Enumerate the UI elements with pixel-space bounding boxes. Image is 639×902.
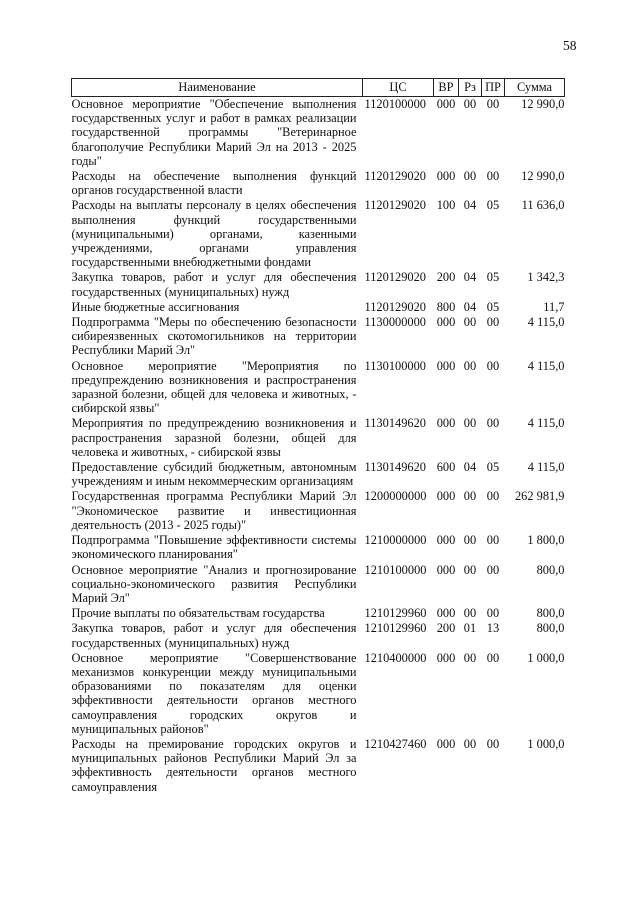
cell-cs: 1130100000 [364, 358, 426, 373]
table-row [72, 359, 565, 417]
cell-cs: 1130149620 [364, 460, 426, 475]
cell-sum: 11,7 [543, 299, 565, 314]
header-vr: ВР [434, 79, 459, 97]
cell-pr: 00 [486, 736, 500, 751]
cell-vr: 000 [436, 489, 456, 504]
header-cs: ЦС [363, 79, 434, 97]
cell-vr: 600 [436, 460, 456, 475]
cell-rz: 04 [463, 270, 477, 285]
cell-rz: 04 [463, 460, 477, 475]
cell-pr: 05 [486, 198, 500, 213]
cell-sum: 11 636,0 [521, 198, 565, 213]
cell-cs: 1200000000 [364, 489, 427, 504]
cell-sum: 800,0 [536, 621, 565, 636]
cell-rz: 00 [463, 416, 477, 431]
table-row [72, 97, 565, 170]
cell-vr: 000 [436, 533, 456, 548]
table-row [72, 563, 565, 607]
cell-sum: 12 990,0 [521, 97, 565, 111]
budget-table [71, 78, 565, 795]
cell-rz: 00 [463, 358, 477, 373]
cell-rz: 01 [463, 621, 477, 636]
cell-vr: 000 [436, 606, 456, 621]
table-row [72, 606, 565, 621]
cell-rz: 00 [463, 533, 477, 548]
cell-rz: 00 [463, 315, 477, 330]
table-header-row [72, 79, 565, 97]
header-sum: Сумма [505, 79, 565, 97]
cell-vr: 100 [436, 198, 456, 213]
cell-rz: 04 [463, 299, 477, 314]
table-row [72, 169, 565, 198]
cell-pr: 05 [486, 460, 500, 475]
cell-name: Расходы на премирование городских округов и муниципальных районов Республики Марий Эл за эффективность деятельности органов местного самоуправления [71, 736, 357, 794]
cell-sum: 1 800,0 [527, 533, 565, 548]
cell-sum: 4 115,0 [527, 315, 565, 330]
table-row [72, 533, 565, 562]
cell-rz: 00 [463, 736, 477, 751]
cell-pr: 00 [486, 416, 500, 431]
table-row [72, 198, 565, 270]
cell-pr: 00 [486, 533, 500, 548]
cell-rz: 00 [463, 562, 477, 577]
cell-cs: 1210100000 [364, 562, 427, 577]
cell-pr: 00 [486, 489, 500, 504]
cell-vr: 000 [436, 97, 456, 111]
cell-vr: 000 [436, 315, 456, 330]
header-pr: ПР [482, 79, 505, 97]
cell-sum: 1 000,0 [527, 650, 565, 665]
cell-name: Основное мероприятие "Мероприятия по предупреждению возникновения и распространения заразной болезни, общей для человека и животных, - сибирской язвы" [71, 358, 357, 416]
cell-rz: 04 [463, 198, 477, 213]
cell-cs: 1120129020 [364, 169, 426, 184]
cell-sum: 1 342,3 [527, 270, 565, 285]
cell-name: Закупка товаров, работ и услуг для обеспечения государственных (муниципальных) нужд [71, 621, 357, 650]
cell-vr: 200 [436, 621, 456, 636]
cell-vr: 000 [436, 169, 456, 184]
cell-pr: 00 [486, 562, 500, 577]
cell-cs: 1210400000 [364, 650, 427, 665]
cell-name: Подпрограмма "Меры по обеспечению безопасности сибиреязвенных скотомогильников на территории Республики Марий Эл" [71, 315, 357, 358]
cell-name: Основное мероприятие "Совершенствование механизмов конкуренции между муниципальными образованиями по показателям для оценки эффективности деятельности органов местного самоуправления городских округов и муниципальных районов" [71, 650, 357, 736]
cell-sum: 1 000,0 [527, 736, 565, 751]
cell-name: Государственная программа Республики Марий Эл "Экономическое развитие и инвестиционная деятельность (2013 - 2025 годы)" [71, 489, 357, 532]
cell-cs: 1120129020 [364, 198, 426, 213]
cell-name: Иные бюджетные ассигнования [71, 299, 240, 314]
cell-cs: 1130000000 [364, 315, 426, 330]
cell-name: Основное мероприятие "Анализ и прогнозирование социально-экономического развития Республики Марий Эл" [71, 562, 357, 605]
cell-cs: 1130149620 [364, 416, 426, 431]
cell-name: Расходы на обеспечение выполнения функций органов государственной власти [71, 169, 357, 198]
cell-vr: 200 [436, 270, 456, 285]
cell-pr: 00 [486, 358, 500, 373]
cell-cs: 1210129960 [364, 606, 427, 621]
cell-pr: 00 [486, 97, 500, 111]
cell-pr: 00 [486, 169, 500, 184]
table-row [72, 489, 565, 533]
cell-sum: 800,0 [536, 606, 565, 621]
cell-pr: 13 [486, 621, 500, 636]
cell-sum: 800,0 [536, 562, 565, 577]
cell-cs: 1120100000 [364, 97, 426, 111]
table-row [72, 737, 565, 795]
cell-pr: 00 [486, 315, 500, 330]
cell-cs: 1120129020 [364, 299, 426, 314]
cell-name: Основное мероприятие "Обеспечение выполнения государственных услуг и работ в рамках реализации государственной программы "Ветеринарное благополучие Республики Марий Эл на 2013 - 2025 годы" [71, 97, 357, 168]
cell-rz: 00 [463, 169, 477, 184]
cell-name: Предоставление субсидий бюджетным, автономным учреждениям и иным некоммерческим организациям [71, 460, 357, 489]
cell-name: Прочие выплаты по обязательствам государства [71, 606, 325, 621]
cell-cs: 1210129960 [364, 621, 427, 636]
cell-name: Расходы на выплаты персоналу в целях обеспечения выполнения функций государственными (муниципальными) органами, казенными учреждениями, органами управления государственными внебюджетными фондами [71, 198, 357, 270]
cell-sum: 262 981,9 [514, 489, 565, 504]
header-name: Наименование [72, 79, 363, 97]
cell-vr: 000 [436, 358, 456, 373]
cell-cs: 1210000000 [364, 533, 427, 548]
cell-cs: 1120129020 [364, 270, 426, 285]
cell-sum: 4 115,0 [527, 460, 565, 475]
cell-cs: 1210427460 [364, 736, 427, 751]
cell-pr: 05 [486, 299, 500, 314]
table-row [72, 315, 565, 359]
cell-sum: 4 115,0 [527, 358, 565, 373]
cell-rz: 00 [463, 650, 477, 665]
header-rz: Рз [459, 79, 482, 97]
cell-pr: 00 [486, 606, 500, 621]
table-row [72, 460, 565, 489]
cell-rz: 00 [463, 489, 477, 504]
cell-vr: 000 [436, 650, 456, 665]
table-row [72, 300, 565, 315]
page-number: 58 [563, 38, 577, 53]
table-row [72, 270, 565, 299]
cell-pr: 00 [486, 650, 500, 665]
cell-name: Закупка товаров, работ и услуг для обеспечения государственных (муниципальных) нужд [71, 270, 357, 299]
cell-sum: 4 115,0 [527, 416, 565, 431]
cell-pr: 05 [486, 270, 500, 285]
table-row [72, 621, 565, 650]
cell-sum: 12 990,0 [521, 169, 565, 184]
cell-name: Подпрограмма "Повышение эффективности системы экономического планирования" [71, 533, 357, 562]
cell-vr: 000 [436, 562, 456, 577]
cell-vr: 000 [436, 416, 456, 431]
cell-vr: 000 [436, 736, 456, 751]
cell-name: Мероприятия по предупреждению возникновения и распространения заразной болезни, общей для человека и животных, - сибирской язвы [71, 416, 357, 459]
table-row [72, 416, 565, 460]
cell-vr: 800 [436, 299, 456, 314]
cell-rz: 00 [463, 97, 477, 111]
cell-rz: 00 [463, 606, 477, 621]
table-row [72, 651, 565, 737]
